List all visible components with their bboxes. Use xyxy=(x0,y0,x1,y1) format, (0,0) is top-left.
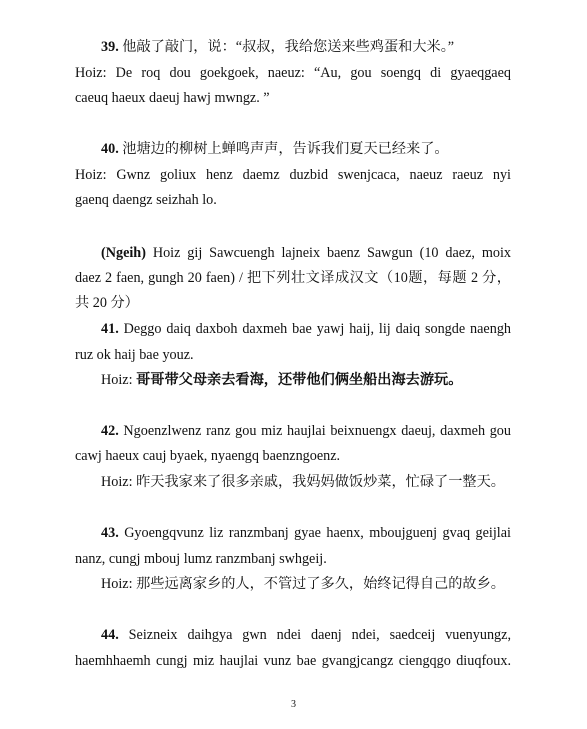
q39-chinese: 他敲了敲门，说：“叔叔，我给您送来些鸡蛋和大米。” xyxy=(122,39,455,55)
section-header-line-3: 共 20 分） xyxy=(75,295,139,311)
q43-number: 43. xyxy=(101,525,119,541)
q42-answer-line xyxy=(101,473,505,491)
q41-line-1 xyxy=(101,320,511,338)
q44-line-2: haemhhaemh cungj miz haujlai vunz bae gvangjcangz ciengqgo diuqfoux. xyxy=(75,653,511,669)
q44-text-1: Seizneix daihgya gwn ndei daenj ndei, saedceij vuenyungz, xyxy=(128,627,511,643)
q40-answer-line-1: Hoiz: Gwnz goliux henz daemz duzbid swenjcaca, naeuz raeuz nyi xyxy=(75,167,511,183)
section-header-line-2: daez 2 faen, gungh 20 faen) / 把下列壮文译成汉文（10题，每题 2 分， xyxy=(75,270,511,286)
q42-answer: 昨天我家来了很多亲戚，我妈妈做饭炒菜，忙碌了一整天。 xyxy=(136,474,505,490)
q44-line-1 xyxy=(101,626,511,644)
q43-answer-label: Hoiz: xyxy=(101,576,133,592)
q44-number: 44. xyxy=(101,627,119,643)
q43-line-1 xyxy=(101,524,511,542)
q41-line-2: ruz ok haij bae youz. xyxy=(75,347,194,363)
q41-number: 41. xyxy=(101,321,119,337)
q42-text-1: Ngoenzlwenz ranz gou miz haujlai beixnuengx daeuj, daxmeh gou xyxy=(123,423,511,439)
q39-answer-line-1: Hoiz: De roq dou goekgoek, naeuz: “Au, gou soengq di gyaeqgaeq xyxy=(75,65,511,81)
q39-chinese-line xyxy=(101,38,454,56)
q40-chinese: 池塘边的柳树上蝉鸣声声，告诉我们夏天已经来了。 xyxy=(122,141,449,157)
q41-answer: 哥哥带父母亲去看海，还带他们俩坐船出海去游玩。 xyxy=(136,372,463,388)
q43-answer: 那些远离家乡的人，不管过了多久，始终记得自己的故乡。 xyxy=(136,576,505,592)
q43-line-2: nanz, cungj mbouj lumz ranzmbanj swhgeij. xyxy=(75,551,327,567)
q40-number: 40. xyxy=(101,141,119,157)
section-text-1: Hoiz gij Sawcuengh lajneix baenz Sawgun (10 daez, moix xyxy=(152,245,512,261)
page-number: 3 xyxy=(291,699,296,710)
q42-line-2: cawj haeux cauj byaek, nyaengq baenzngoenz. xyxy=(75,448,341,464)
q40-chinese-line xyxy=(101,140,449,158)
q41-answer-label: Hoiz: xyxy=(101,372,133,388)
section-label: (Ngeih) xyxy=(101,245,146,261)
q41-text-1: Deggo daiq daxboh daxmeh bae yawj haij, lij daiq songde naengh xyxy=(123,321,512,337)
q42-number: 42. xyxy=(101,423,119,439)
q41-answer-line xyxy=(101,371,462,389)
q40-answer-line-2: gaenq daengz seizhah lo. xyxy=(75,192,217,208)
q43-text-1: Gyoengqvunz liz ranzmbanj gyae haenx, mboujguenj gvaq geijlai xyxy=(124,525,511,541)
q42-answer-label: Hoiz: xyxy=(101,474,133,490)
q42-line-1 xyxy=(101,422,511,440)
q43-answer-line xyxy=(101,575,505,593)
q39-number: 39. xyxy=(101,39,119,55)
section-header-line-1 xyxy=(101,244,511,262)
q39-answer-line-2: caeuq haeux daeuj hawj mwngz. ” xyxy=(75,90,270,106)
